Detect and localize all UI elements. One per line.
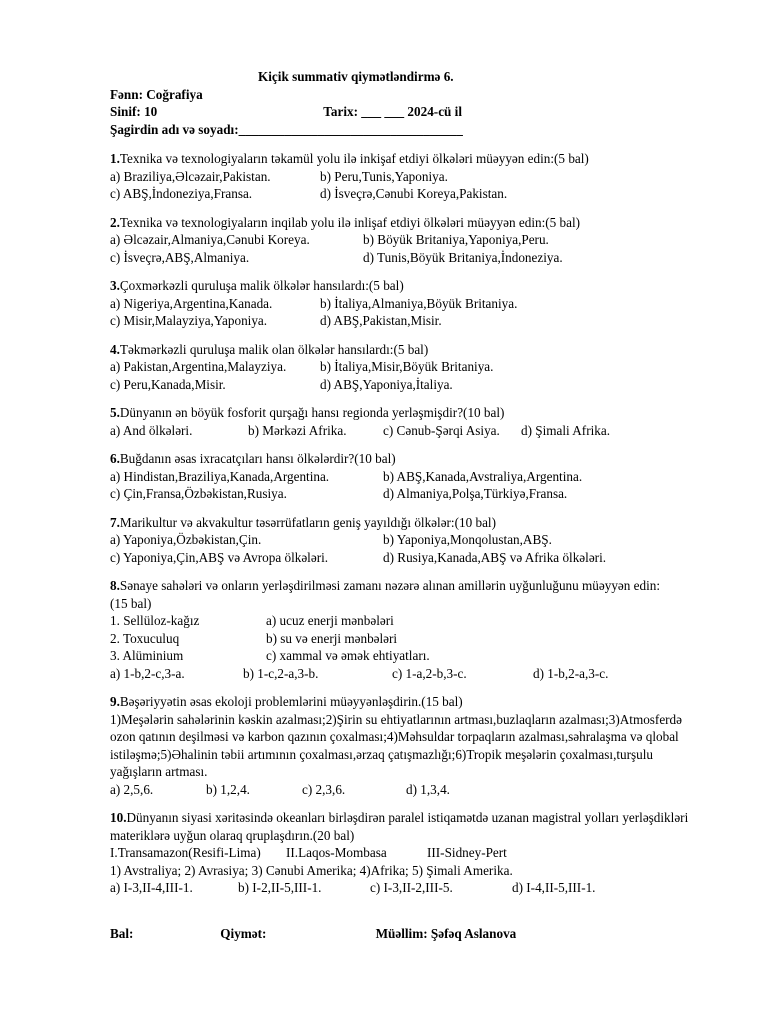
question-text <box>110 450 710 468</box>
answer-option: b) I-2,II-5,III-1. <box>238 880 322 895</box>
answer-row <box>110 358 710 376</box>
question-block <box>110 214 710 267</box>
question-prompt: Dünyanın siyasi xəritəsində okeanları birləşdirən paralel istiqamətdə uzanan magistral yolları yerləşdikləri materiklərə uyğun olaraq qruplaşdırın.(20 bal) <box>110 810 689 843</box>
question-number: 6. <box>110 451 120 466</box>
answer-option: a) Braziliya,Əlcəzair,Pakistan. <box>110 168 271 184</box>
question-block <box>110 150 710 203</box>
answer-row <box>110 781 710 799</box>
match-factor: a) ucuz enerji mənbələri <box>266 613 394 628</box>
answer-row <box>110 485 710 503</box>
answer-row <box>110 185 710 203</box>
answer-option: b) İtaliya,Almaniya,Böyük Britaniya. <box>320 295 518 311</box>
page-title: Kiçik summativ qiymətləndirmə 6. <box>258 69 454 84</box>
question-number: 5. <box>110 405 120 420</box>
answer-row <box>110 376 710 394</box>
subject-line: Fənn: Coğrafiya <box>110 86 203 102</box>
answer-option: c) Yaponiya,Çin,ABŞ və Avropa ölkələri. <box>110 549 329 565</box>
match-row <box>110 612 710 630</box>
answer-row <box>110 422 710 440</box>
question-prompt: Çoxmərkəzli quruluşa malik ölkələr hansılardı:(5 bal) <box>119 278 404 293</box>
answer-option: a) Nigeriya,Argentina,Kanada. <box>110 295 273 311</box>
route-item: III-Sidney-Pert <box>427 845 507 860</box>
question-prompt: Sənaye sahələri və onların yerləşdirilməsi zamanı nəzərə alınan amillərin uyğunluğunu müəyyən edin: <box>119 578 661 593</box>
answer-option: b) 1-c,2-a,3-b. <box>243 665 319 681</box>
grade-line: Sinif: 10 <box>110 104 158 119</box>
answer-option: b) Mərkəzi Afrika. <box>248 422 347 438</box>
answer-option: d) ABŞ,Pakistan,Misir. <box>320 313 442 328</box>
answer-row <box>110 549 710 567</box>
question-prompt: Dünyanın ən böyük fosforit qurşağı hansı regionda yerləşmişdir?(10 bal) <box>119 405 505 420</box>
answer-option: b) 1,2,4. <box>206 781 250 797</box>
answer-option: d) Almaniya,Polşa,Türkiyə,Fransa. <box>383 486 568 501</box>
question-points: (15 bal) <box>110 595 152 611</box>
question-body: 1)Meşələrin sahələrinin kəskin azalması;2)Şirin su ehtiyatlarının artması,buzlaqların azalması;3)Atmosferdə ozon qatının deşilməsi və karbon qazının çoxalması;4)Məhsuldar torpaqların azalması,səhralaşma və qlobal istiləşmə;5)Əhalinin təbii artımının çoxalması,ərzaq çatışmazlığı;6)Tropik meşələrin çoxalması,turşulu yağışların artması. <box>110 711 683 779</box>
answer-option: d) 1-b,2-a,3-c. <box>533 665 609 681</box>
question-prompt: Marikultur və akvakultur təsərrüfatların geniş yayıldığı ölkələr:(10 bal) <box>119 514 496 530</box>
question-number: 9. <box>110 694 120 709</box>
match-factor: c) xammal və əmək ehtiyatları. <box>266 648 430 663</box>
answer-option: d) Şimali Afrika. <box>521 422 611 438</box>
grade-label: Qiymət: <box>220 926 267 941</box>
question-text <box>110 514 710 532</box>
question-number: 2. <box>110 214 120 230</box>
question-block <box>110 577 710 682</box>
match-row <box>110 647 710 665</box>
answer-option: a) I-3,II-4,III-1. <box>110 880 193 895</box>
answer-option: c) 2,3,6. <box>302 781 346 797</box>
answer-option: b) Böyük Britaniya,Yaponiya,Peru. <box>363 232 549 247</box>
answer-row <box>110 468 710 486</box>
answer-option: a) And ölkələri. <box>110 422 193 438</box>
answer-row <box>110 231 710 249</box>
route-item: I.Transamazon(Resifi-Lima) <box>110 845 261 860</box>
match-industry: 3. Alüminium <box>110 648 184 663</box>
question-text <box>110 150 710 168</box>
answer-option: d) İsveçrə,Cənubi Koreya,Pakistan. <box>320 186 508 201</box>
answer-option: a) Əlcəzair,Almaniya,Cənubi Koreya. <box>110 232 310 247</box>
question-text <box>110 404 710 422</box>
answer-row <box>110 249 710 267</box>
answer-option: c) ABŞ,İndoneziya,Fransa. <box>110 186 253 201</box>
match-industry: 1. Sellüloz-kağız <box>110 613 200 628</box>
question-block <box>110 809 710 897</box>
question-prompt: Texnika və texnologiyaların inqilab yolu ilə inlişaf etdiyi ölkələri müəyyən edin:(5 bal) <box>119 214 581 230</box>
answer-option: c) Misir,Malayziya,Yaponiya. <box>110 313 268 328</box>
answer-option: a) Hindistan,Braziliya,Kanada,Argentina. <box>110 468 330 484</box>
answer-option: d) Rusiya,Kanada,ABŞ və Afrika ölkələri. <box>383 549 607 565</box>
answer-option: d) ABŞ,Yaponiya,İtaliya. <box>320 376 453 392</box>
answer-option: a) Yaponiya,Özbəkistan,Çin. <box>110 532 262 547</box>
answer-row <box>110 295 710 313</box>
answer-option: b) Peru,Tunis,Yaponiya. <box>320 168 448 184</box>
question-text <box>110 809 710 844</box>
answer-row <box>110 168 710 186</box>
score-label: Bal: <box>110 926 134 941</box>
routes-row <box>110 844 710 862</box>
question-number: 10. <box>110 810 127 825</box>
match-industry: 2. Toxuculuq <box>110 630 180 646</box>
match-factor: b) su və enerji mənbələri <box>266 630 398 646</box>
teacher-label: Müəllim: Şəfəq Aslanova <box>375 926 517 941</box>
answer-option: d) I-4,II-5,III-1. <box>512 880 596 895</box>
question-prompt: Texnika və texnologiyaların təkamül yolu ilə inkişaf etdiyi ölkələri müəyyən edin:(5 bal) <box>119 151 589 166</box>
answer-row <box>110 665 710 683</box>
question-prompt: Bəşəriyyətin əsas ekoloji problemlərini müəyyənləşdirin.(15 bal) <box>119 694 463 709</box>
worksheet-header <box>110 68 670 138</box>
answer-option: b) Yaponiya,Monqolustan,ABŞ. <box>383 532 552 547</box>
question-number: 1. <box>110 151 120 166</box>
answer-option: a) Pakistan,Argentina,Malayziya. <box>110 359 287 374</box>
answer-option: b) ABŞ,Kanada,Avstraliya,Argentina. <box>383 468 583 484</box>
answer-row <box>110 879 710 897</box>
question-block <box>110 514 710 567</box>
question-text <box>110 214 710 232</box>
answer-option: c) İsveçrə,ABŞ,Almaniya. <box>110 249 250 265</box>
continents-row: 1) Avstraliya; 2) Avrasiya; 3) Cənubi Amerika; 4)Afrika; 5) Şimali Amerika. <box>110 862 513 878</box>
worksheet-footer <box>110 925 516 943</box>
student-name-line: Şagirdin adı və soyadı:__________________________________ <box>110 121 463 137</box>
question-block <box>110 277 710 330</box>
question-text <box>110 577 710 595</box>
question-number: 3. <box>110 278 120 293</box>
answer-option: d) Tunis,Böyük Britaniya,İndoneziya. <box>363 249 563 265</box>
match-row <box>110 630 710 648</box>
answer-row <box>110 531 710 549</box>
answer-option: c) Cənub-Şərqi Asiya. <box>383 422 500 438</box>
question-text <box>110 277 710 295</box>
question-block <box>110 404 710 439</box>
answer-option: c) Peru,Kanada,Misir. <box>110 376 226 392</box>
answer-option: d) 1,3,4. <box>406 781 450 797</box>
route-item: II.Laqos-Mombasa <box>286 845 387 860</box>
questions-list <box>110 150 710 908</box>
answer-option: b) İtaliya,Misir,Böyük Britaniya. <box>320 359 494 374</box>
date-line: Tarix: ___ ___ 2024-cü il <box>323 104 463 119</box>
answer-option: c) Çin,Fransa,Özbəkistan,Rusiya. <box>110 486 287 501</box>
question-text <box>110 693 710 711</box>
question-prompt: Təkmərkəzli quruluşa malik olan ölkələr hansılardı:(5 bal) <box>119 341 429 357</box>
question-block <box>110 341 710 394</box>
answer-option: c) I-3,II-2,III-5. <box>370 880 453 895</box>
question-block <box>110 450 710 503</box>
answer-row <box>110 312 710 330</box>
question-number: 8. <box>110 578 120 593</box>
question-number: 4. <box>110 341 120 357</box>
question-text <box>110 341 710 359</box>
question-number: 7. <box>110 514 120 530</box>
question-block <box>110 693 710 798</box>
answer-option: a) 2,5,6. <box>110 781 154 797</box>
answer-option: c) 1-a,2-b,3-c. <box>392 665 467 681</box>
question-prompt: Buğdanın əsas ixracatçıları hansı ölkələrdir?(10 bal) <box>119 451 396 466</box>
answer-option: a) 1-b,2-c,3-a. <box>110 665 185 681</box>
